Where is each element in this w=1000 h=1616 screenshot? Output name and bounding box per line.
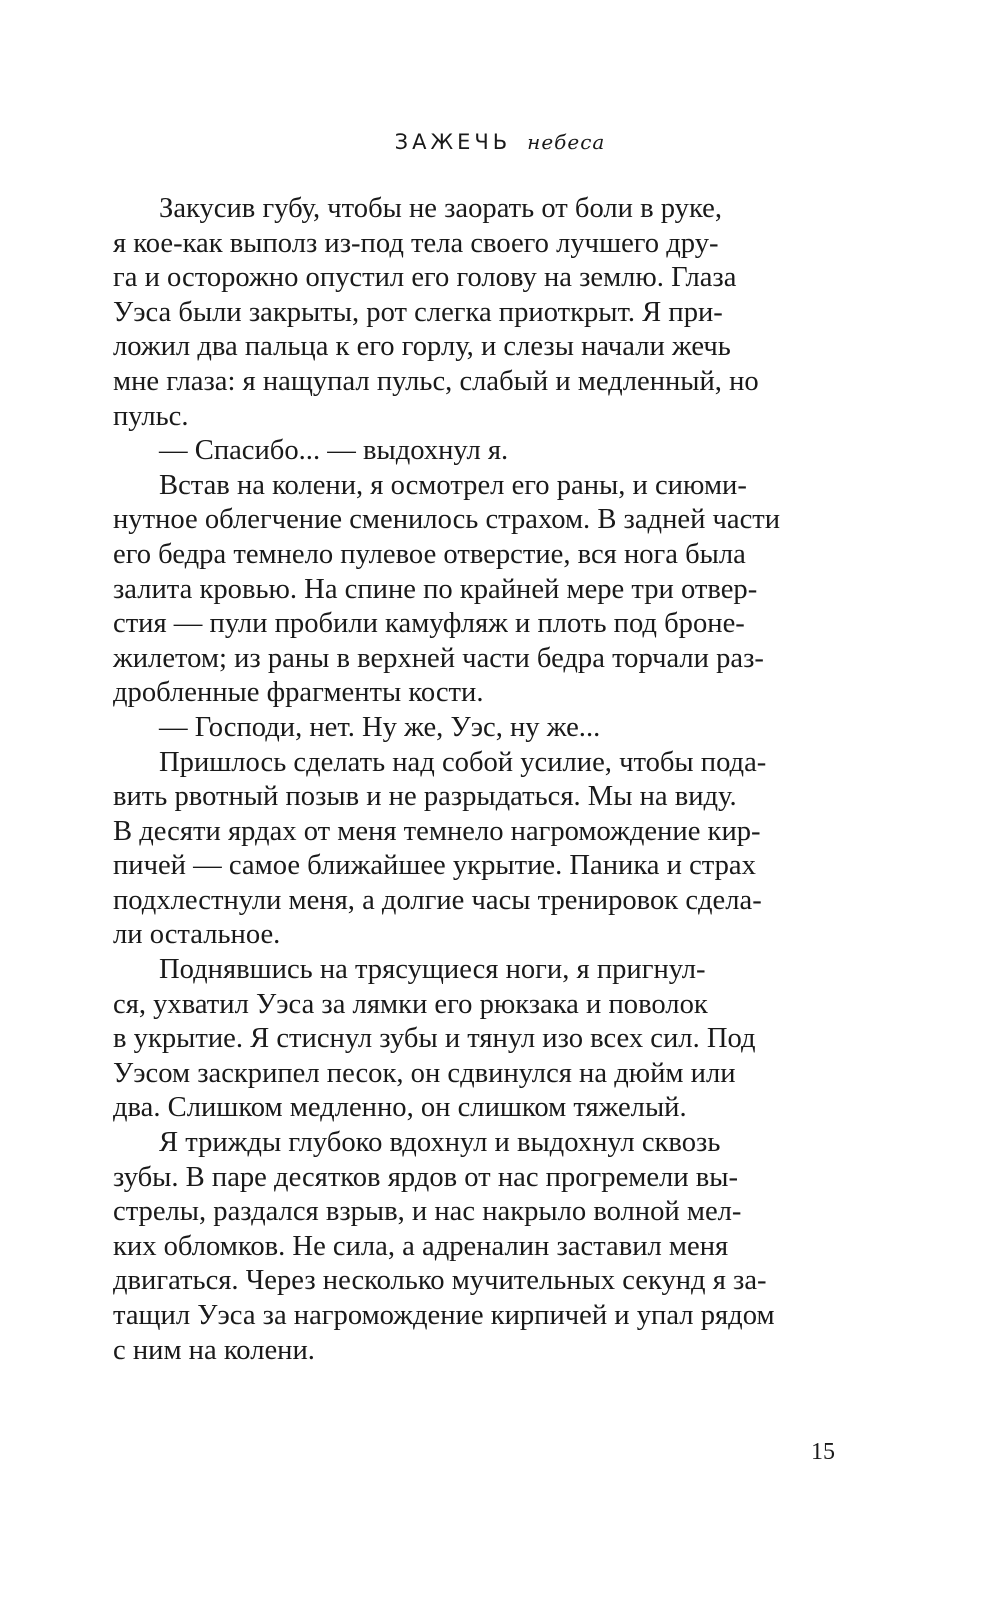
paragraph: Встав на колени, я осмотрел его раны, и сиюми- нутное облегчение сменилось страхом. В задней части его бедра темнело пулевое отверстие, вся нога была залита кровью. На спине по крайней мере три отвер- стия — пули пробили камуфляж и плоть под броне- жилетом; из раны в верхней части бедра торчали раз- дробленные фрагменты кости.: [113, 469, 781, 709]
running-head-subtitle: небеса: [527, 130, 606, 154]
paragraph: — Спасибо... — выдохнул я.: [159, 435, 509, 467]
paragraph: Пришлось сделать над собой усилие, чтобы пода- вить рвотный позыв и не разрыдаться. Мы на виду. В десяти ярдах от меня темнело нагромождение кир- пичей — самое ближайшее укрытие. Паника и страх подхлестнули меня, а долгие часы тренировок сдела- ли остальное.: [113, 746, 767, 951]
paragraph: Я трижды глубоко вдохнул и выдохнул сквозь зубы. В паре десятков ярдов от нас прогремели вы- стрелы, раздался взрыв, и нас накрыло волной мел- ких обломков. Не сила, а адреналин заставил меня двигаться. Через несколько мучительных секунд я за- тащил Уэса за нагромождение кирпичей и упал рядом с ним на колени.: [113, 1127, 775, 1366]
page-number: 15: [811, 1439, 835, 1465]
paragraph: — Господи, нет. Ну же, Уэс, ну же...: [159, 711, 601, 743]
body-text: [113, 192, 835, 1368]
paragraph: Закусив губу, чтобы не заорать от боли в руке, я кое-как выполз из-под тела своего лучшего дру- га и осторожно опустил его голову на землю. Глаза Уэса были закрыты, рот слегка приоткрыт. Я при- ложил два пальца к его горлу, и слезы начали жечь мне глаза: я нащупал пульс, слабый и медленный, но пульс.: [113, 193, 759, 432]
paragraph: Поднявшись на трясущиеся ноги, я пригнул- ся, ухватил Уэса за лямки его рюкзака и поволок в укрытие. Я стиснул зубы и тянул изо всех сил. Под Уэсом заскрипел песок, он сдвинулся на дюйм или два. Слишком медленно, он слишком тяжелый.: [113, 954, 756, 1124]
running-head: [0, 130, 1000, 154]
running-head-title: ЗАЖЕЧЬ: [394, 130, 512, 154]
